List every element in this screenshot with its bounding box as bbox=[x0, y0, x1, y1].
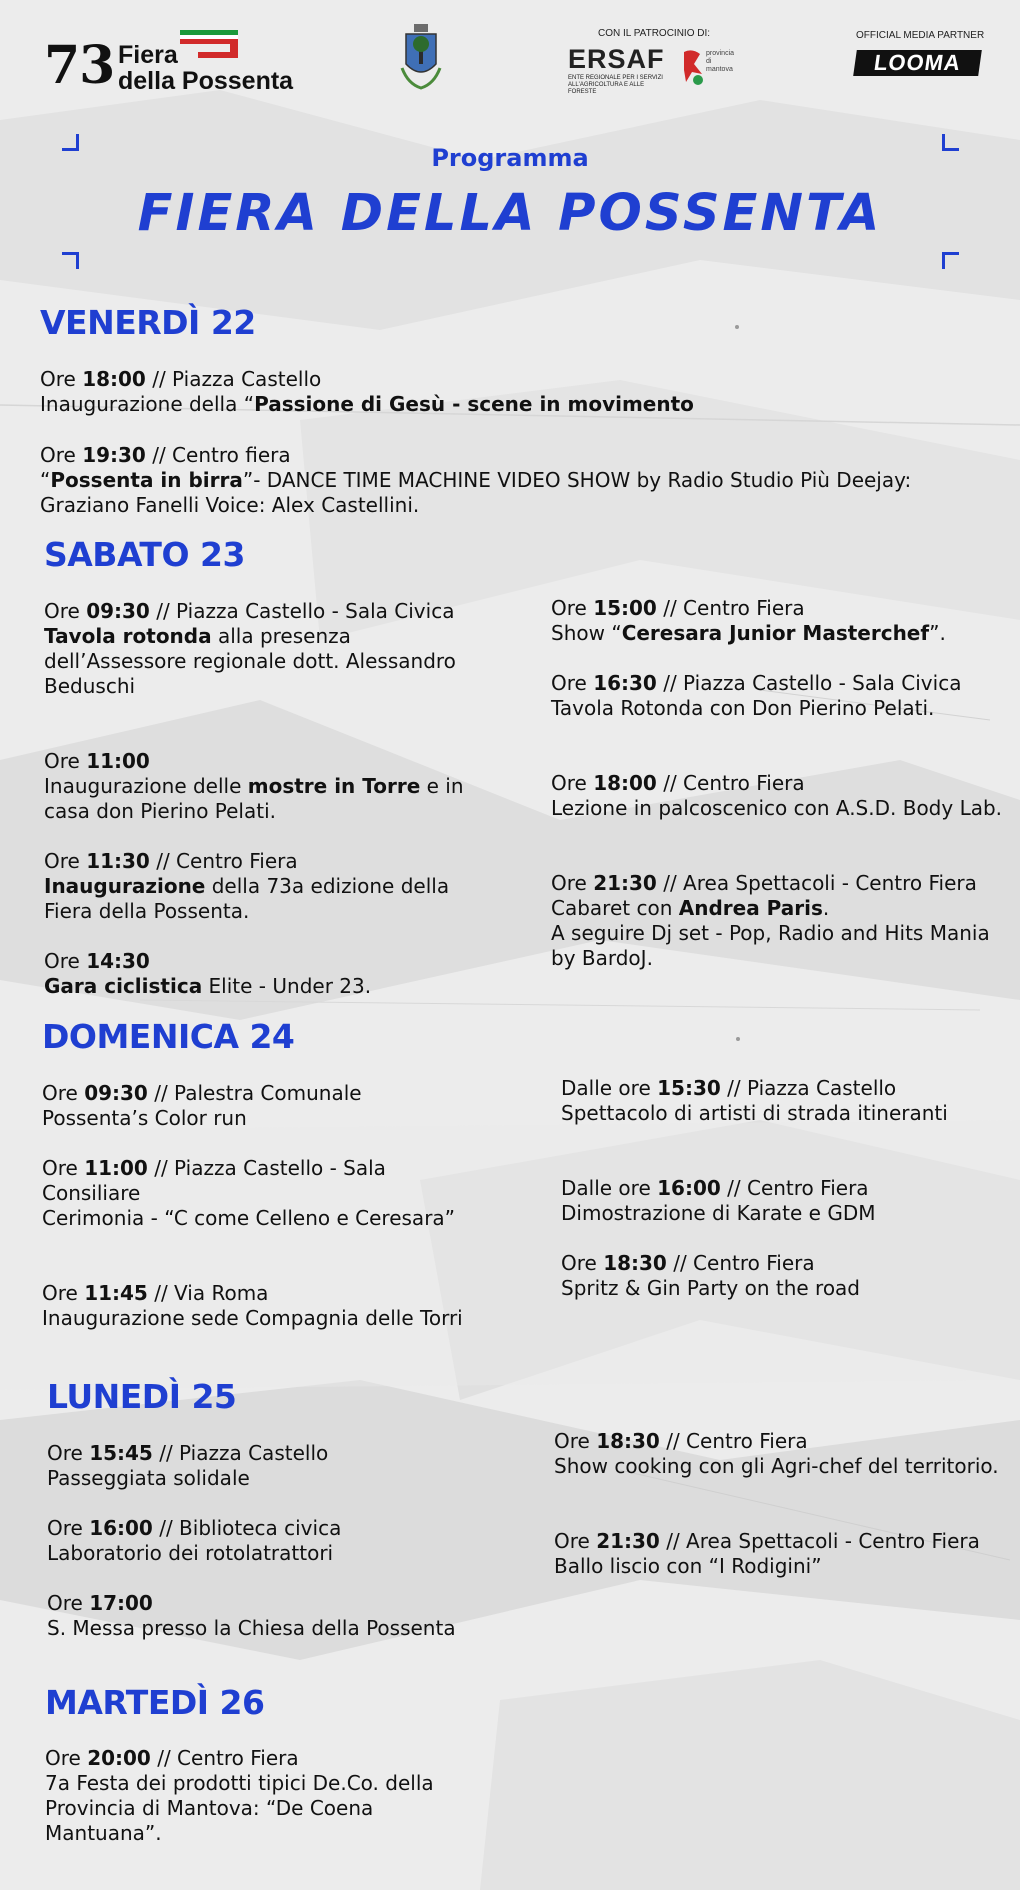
event-martedi-2000: Ore 20:00 // Centro Fiera 7a Festa dei prodotti tipici De.Co. della Provincia di Mantova: “De Coena Mantuana”. bbox=[45, 1746, 434, 1845]
corner-bracket-bottom-left bbox=[62, 252, 79, 269]
corner-bracket-bottom-right bbox=[942, 252, 959, 269]
event-lunedi-1545: Ore 15:45 // Piazza Castello Passeggiata solidale bbox=[47, 1441, 329, 1490]
event-venerdi-1930: Ore 19:30 // Centro fiera “Possenta in birra”- DANCE TIME MACHINE VIDEO SHOW by Radio Studio Più Deejay: Graziano Fanelli Voice: Alex Castellini. bbox=[40, 443, 912, 517]
event-sabato-1100: Ore 11:00 Inaugurazione delle mostre in Torre e in casa don Pierino Pelati. bbox=[44, 749, 464, 823]
provincia-logo bbox=[680, 46, 740, 94]
event-domenica-1100: Ore 11:00 // Piazza Castello - Sala Consiliare Cerimonia - “C come Celleno e Ceresara” bbox=[42, 1156, 456, 1230]
event-sabato-2130: Ore 21:30 // Area Spettacoli - Centro Fiera Cabaret con Andrea Paris. A seguire Dj set - Pop, Radio and Hits Mania by BardoJ. bbox=[551, 871, 1011, 971]
event-domenica-1530: Dalle ore 15:30 // Piazza Castello Spettacolo di artisti di strada itineranti bbox=[561, 1076, 948, 1125]
event-lunedi-1830: Ore 18:30 // Centro Fiera Show cooking con gli Agri-chef del territorio. bbox=[554, 1429, 999, 1478]
event-sabato-1430: Ore 14:30 Gara ciclistica Elite - Under 23. bbox=[44, 949, 372, 998]
day-heading-venerdi: VENERDÌ 22 bbox=[40, 303, 256, 342]
event-domenica-1145: Ore 11:45 // Via Roma Inaugurazione sede Compagnia delle Torri bbox=[42, 1281, 463, 1330]
logo-word-fiera: Fiera bbox=[118, 41, 178, 69]
italian-flag-icon bbox=[180, 30, 238, 70]
event-sabato-1800: Ore 18:00 // Centro Fiera Lezione in palcoscenico con A.S.D. Body Lab. bbox=[551, 771, 1003, 820]
event-domenica-1830: Ore 18:30 // Centro Fiera Spritz & Gin Party on the road bbox=[561, 1251, 861, 1300]
event-lunedi-1700: Ore 17:00 S. Messa presso la Chiesa della Possenta bbox=[47, 1591, 456, 1640]
event-lunedi-2130: Ore 21:30 // Area Spettacoli - Centro Fiera Ballo liscio con “I Rodigini” bbox=[554, 1529, 980, 1578]
event-venerdi-1800: Ore 18:00 // Piazza Castello Inaugurazione della “Passione di Gesù - scene in movimento bbox=[40, 367, 694, 416]
program-subtitle: Programma bbox=[431, 144, 589, 172]
day-heading-lunedi: LUNEDÌ 25 bbox=[47, 1377, 237, 1416]
ersaf-name: ERSAF bbox=[568, 44, 665, 74]
event-domenica-0930: Ore 09:30 // Palestra Comunale Possenta’s Color run bbox=[42, 1081, 362, 1130]
provincia-name: provincia di mantova bbox=[706, 50, 735, 73]
fiera-logo bbox=[44, 28, 304, 98]
provincia-emblem-icon bbox=[680, 46, 706, 86]
event-domenica-1600: Dalle ore 16:00 // Centro Fiera Dimostrazione di Karate e GDM bbox=[561, 1176, 876, 1225]
ersaf-logo bbox=[568, 44, 665, 95]
event-sabato-dj-set: A seguire Dj set - Pop, Radio and Hits Mania by BardoJ. bbox=[551, 921, 990, 970]
looma-logo: LOOMA bbox=[853, 50, 982, 76]
municipal-crest-icon bbox=[398, 24, 444, 90]
edition-number: 73 bbox=[44, 35, 115, 96]
patrocinio-label: CON IL PATROCINIO DI: bbox=[598, 28, 711, 39]
logo-word-possenta: della Possenta bbox=[118, 67, 294, 95]
event-sabato-0930: Ore 09:30 // Piazza Castello - Sala Civica Tavola rotonda alla presenza dell’Assessore regionale dott. Alessandro Beduschi bbox=[44, 599, 456, 698]
day-heading-martedi: MARTEDÌ 26 bbox=[45, 1683, 265, 1722]
day-heading-sabato: SABATO 23 bbox=[44, 535, 245, 574]
event-lunedi-1600: Ore 16:00 // Biblioteca civica Laboratorio dei rotolatrattori bbox=[47, 1516, 342, 1565]
event-sabato-1630: Ore 16:30 // Piazza Castello - Sala Civica Tavola Rotonda con Don Pierino Pelati. bbox=[551, 671, 962, 720]
day-heading-domenica: DOMENICA 24 bbox=[42, 1017, 295, 1056]
event-sabato-1500: Ore 15:00 // Centro Fiera Show “Ceresara Junior Masterchef”. bbox=[551, 596, 946, 645]
event-sabato-1130: Ore 11:30 // Centro Fiera Inaugurazione della 73a edizione della Fiera della Possenta. bbox=[44, 849, 450, 923]
ersaf-subtitle: ENTE REGIONALE PER I SERVIZI ALL'AGRICOLTURA E ALLE FORESTE bbox=[568, 75, 663, 95]
program-title: FIERA DELLA POSSENTA bbox=[137, 184, 883, 243]
media-partner-label: OFFICIAL MEDIA PARTNER bbox=[856, 30, 985, 41]
